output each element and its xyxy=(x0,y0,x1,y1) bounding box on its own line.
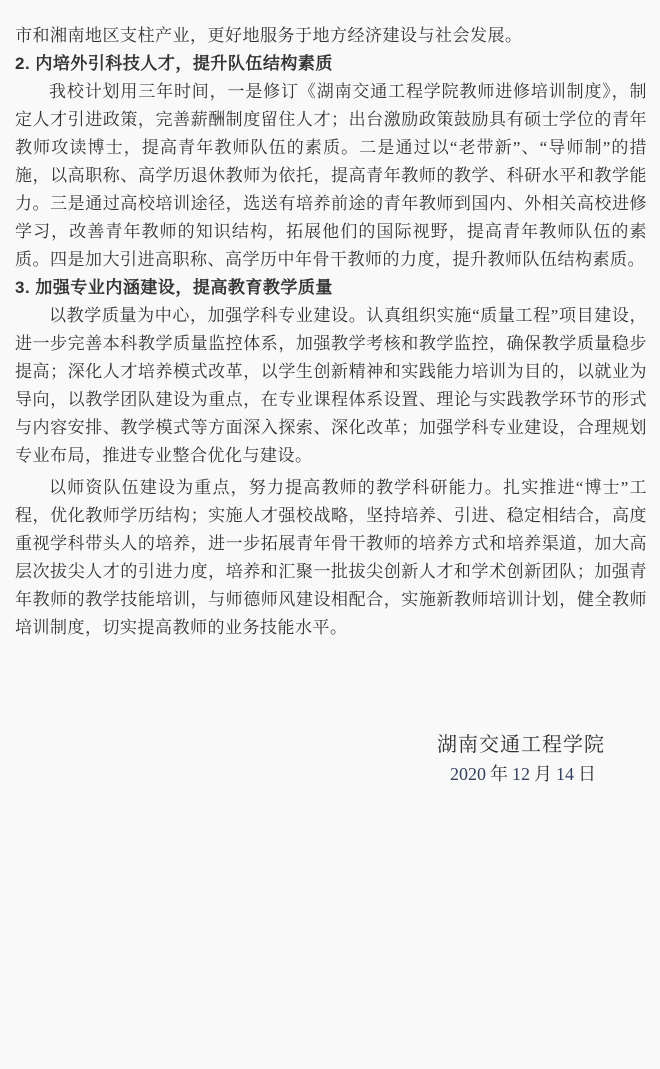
signature-date xyxy=(430,762,612,786)
signature-date-month-label: 月 xyxy=(534,764,552,784)
document-body xyxy=(15,22,647,642)
section-heading-3: 3. 加强专业内涵建设，提高教育教学质量 xyxy=(15,278,333,297)
signature-date-year: 2020 xyxy=(450,764,486,784)
paragraph: 我校计划用三年时间，一是修订《湖南交通工程学院教师进修培训制度》，制定人才引进政策，完善薪酬制度留住人才；出台激励政策鼓励具有硕士学位的青年教师攻读博士，提高青年教师队伍的素质。二是通过以“老带新”、“导师制”的措施，以高职称、高学历退休教师为依托，提高青年教师的教学、科研水平和教学能力。三是通过高校培训途径，选送有培养前途的青年教师到国内、外相关高校进修学习，改善青年教师的知识结构，拓展他们的国际视野，提高青年教师队伍的素质。四是加大引进高职称、高学历中年骨干教师的力度，提升教师队伍结构素质。 xyxy=(15,82,647,269)
signature-org-name: 湖南交通工程学院 xyxy=(437,734,605,756)
paragraph: 以教学质量为中心，加强学科专业建设。认真组织实施“质量工程”项目建设，进一步完善本科教学质量监控体系，加强教学考核和教学监控，确保教学质量稳步提高；深化人才培养模式改革，以学生创新精神和实践能力培训为目的，以就业为导向，以教学团队建设为重点，在专业课程体系设置、理论与实践教学环节的形式与内容安排、教学模式等方面深入探索、深化改革；加强学科专业建设，合理规划专业布局，推进专业整合优化与建设。 xyxy=(15,306,647,465)
signature-date-month: 12 xyxy=(512,764,530,784)
signature-date-day: 14 xyxy=(556,764,574,784)
intro-continuation-line: 市和湘南地区支柱产业，更好地服务于地方经济建设与社会发展。 xyxy=(15,26,523,45)
paragraph: 以师资队伍建设为重点，努力提高教师的教学科研能力。扎实推进“博士”工程，优化教师学历结构；实施人才强校战略，坚持培养、引进、稳定相结合，高度重视学科带头人的培养，进一步拓展青年骨干教师的培养方式和培养渠道，加大高层次拔尖人才的引进力度，培养和汇聚一批拔尖创新人才和学术创新团队；加强青年教师的教学技能培训，与师德师风建设相配合，实施新教师培训计划，健全教师培训制度，切实提高教师的业务技能水平。 xyxy=(15,478,647,637)
signature-date-year-label: 年 xyxy=(490,764,508,784)
signature-date-day-label: 日 xyxy=(578,764,596,784)
section-heading-2: 2. 内培外引科技人才，提升队伍结构素质 xyxy=(15,54,333,73)
